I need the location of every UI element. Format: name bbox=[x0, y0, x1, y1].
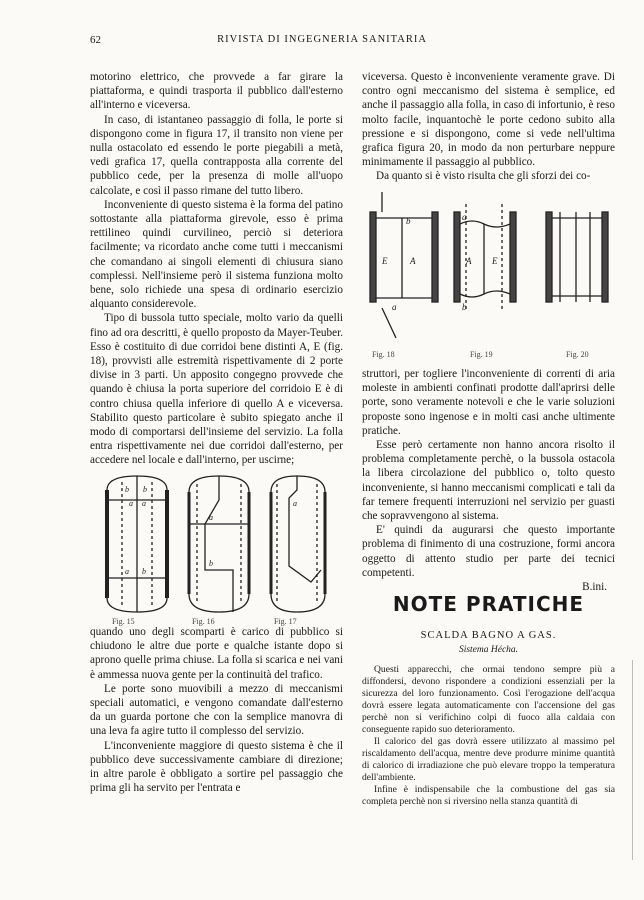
left-column-bottom bbox=[90, 625, 343, 795]
figure-18-diagram bbox=[370, 192, 438, 338]
label-a: a bbox=[462, 212, 467, 222]
paragraph: Le porte sono muovibili a mezzo di meccanismi speciali automatici, e vengono comandate dall'esterno da un guarda portone che con la semplice manovra di una leva fa agire tutto il complesso del servizio. bbox=[90, 682, 343, 738]
paragraph: viceversa. Questo è inconveniente veramente grave. Di contro ogni meccanismo del sistema è semplice, ed anche il passaggio alla folla, in caso di infortunio, è reso molto facile, inquantochè le porte cedono subito alla pressione e si dispongono, come si vede nell'ultima grafica figura 20, in modo da non perturbare neppure minimamente il passaggio al pubblico. bbox=[362, 71, 615, 169]
paragraph: In caso, di istantaneo passaggio di folla, le porte si dispongono come in figura 17, il transito non viene per nulla ostacolato ed essendo le porte piegabili a metà, vedi grafica 17, quella contrapposta alla corrente del pubblico cede, per la presenza di molle all'uopo calcolate, e così il passo rimane del tutto libero. bbox=[90, 113, 343, 197]
paragraph: Tipo di bussola tutto speciale, molto vario da quelli fino ad ora descritti, è quello proposto da Mayer-Teuber. Esso è costituito di due corridoi bene distinti A, E (fig. 18), provvisti alle estremità rispettivamente di 2 porte divise in 3 parti. Un apposito congegno provvede che quando è chiusa la porta superiore del corridoio E è di contro chiusa quella inferiore di quello A e viceversa. Stabilito questo particolare è subito spiegato anche il modo di comportarsi dell'insieme del servizio. La folla entra rispettivamente nei due corridoi dall'esterno, per accedere nel locale e dall'interno, per uscirne; bbox=[90, 312, 343, 467]
label-b: b bbox=[462, 302, 467, 312]
caption-fig16: Fig. 16 bbox=[192, 617, 215, 626]
right-column-middle bbox=[362, 367, 615, 594]
label-a: a bbox=[142, 499, 146, 508]
caption-fig18: Fig. 18 bbox=[372, 350, 395, 359]
label-E: E bbox=[382, 256, 388, 266]
margin-rule bbox=[632, 660, 633, 860]
figure-17-diagram bbox=[271, 476, 325, 612]
label-a: a bbox=[293, 499, 297, 508]
paragraph: Infine è indispensabile che la combustione del gas sia completa perchè non si riversino nella stanza quantità di bbox=[362, 784, 615, 807]
label-a: a bbox=[392, 302, 397, 312]
article-title: SCALDA BAGNO A GAS. bbox=[420, 630, 557, 641]
label-b: b bbox=[406, 216, 411, 226]
label-A: A bbox=[410, 256, 416, 266]
journal-title: RIVISTA DI INGEGNERIA SANITARIA bbox=[217, 34, 427, 45]
paragraph: Il calorico del gas dovrà essere utilizzato al massimo pel riscaldamento dell'acqua, mentre deve produrre minime quantità di calorico di irradiazione che può elevare troppo la temperatura dell'ambiente. bbox=[362, 736, 615, 783]
figure-16-diagram bbox=[189, 476, 249, 612]
signature: B.ini. bbox=[582, 581, 607, 594]
paragraph: Esse però certamente non hanno ancora risolto il problema completamente perchè, o la bussola ostacola la libera circolazione del pubblico o, tolto questo inconveniente, si hanno meccanismi complicati e tali da far temere frequenti interruzioni nel servizio per guasti che sopravvengono al sistema. bbox=[362, 439, 615, 523]
label-a: a bbox=[129, 499, 133, 508]
caption-fig17: Fig. 17 bbox=[274, 617, 297, 626]
label-c: a bbox=[125, 567, 129, 576]
paragraph: Da quanto si è visto risulta che gli sforzi dei co- bbox=[376, 170, 591, 183]
section-title: NOTE PRATICHE bbox=[392, 592, 585, 616]
paragraph: Questi apparecchi, che ormai tendono sempre più a diffondersi, devono rispondere a condizioni essenziali per la sicurezza del loro funzionamento. Così l'erogazione dell'acqua dovrà essere legata automaticamente con l'accensione del gas perchè non si verifichino colpi di fuoco alla caldaia con conseguente rapido suo deterioramento. bbox=[362, 664, 615, 735]
figures-15-17 bbox=[97, 470, 337, 618]
label-b: b bbox=[209, 559, 213, 568]
article-system: Sistema Hécha. bbox=[458, 645, 519, 655]
label-b: b bbox=[125, 485, 129, 494]
label-b: b bbox=[142, 567, 146, 576]
caption-fig19: Fig. 19 bbox=[470, 350, 493, 359]
label-a: a bbox=[209, 513, 213, 522]
paragraph: motorino elettrico, che provvede a far girare la piattaforma, e quindi trasporta il pubblico dall'esterno all'interno e viceversa. bbox=[90, 71, 343, 112]
paragraph: L'inconveniente maggiore di questo sistema è che il pubblico deve successivamente cambiare di direzione; in altre parole è obbligato a sortire pel passaggio che prima gli ha servito per l'entrata e bbox=[90, 739, 343, 795]
page-number: 62 bbox=[90, 34, 101, 46]
paragraph: E' quindi da augurarsi che questo importante problema di finimento di una costruzione, formi ancora oggetto di attento studio per parte dei tecnici competenti. bbox=[362, 524, 615, 579]
paragraph: Inconveniente di questo sistema è la forma del patino sottostante alla piattaforma girevole, esso è prima rettilineo quindi curvilineo, perciò si deteriora facilmente; va ricordato anche come tutti i meccanismi che comandano ai singoli elementi di chiusura siano complessi. Nell'insieme però il sistema funziona molto bene, solo richiede una spesa di ordinario esercizio alquanto considerevole. bbox=[90, 198, 343, 311]
figure-15-diagram bbox=[107, 476, 167, 612]
label-b: b bbox=[143, 485, 147, 494]
caption-fig20: Fig. 20 bbox=[566, 350, 589, 359]
paragraph: struttori, per togliere l'inconveniente di correnti di aria moleste in ambienti confinati prodotte dall'aprirsi delle porte, sono veramente notevoli e che le varie soluzioni proposte sono ingenose e in molti casi anche ultimente pratiche. bbox=[362, 368, 615, 437]
label-E: E bbox=[492, 256, 498, 266]
figures-18-20 bbox=[362, 190, 617, 342]
right-column-top bbox=[362, 70, 615, 184]
right-column-article bbox=[362, 664, 615, 808]
page-header bbox=[0, 34, 644, 50]
left-column-top bbox=[90, 70, 343, 468]
caption-fig15: Fig. 15 bbox=[112, 617, 135, 626]
paragraph: quando uno degli scomparti è carico di pubblico si chiudono le altre due porte e qualche istante dopo si aprono quelle prima chiuse. La folla si scarica e nei vani è ammessa nuova gente per la continuità del trafico. bbox=[90, 626, 343, 681]
label-A: A bbox=[466, 256, 472, 266]
figure-20-diagram bbox=[546, 212, 608, 302]
